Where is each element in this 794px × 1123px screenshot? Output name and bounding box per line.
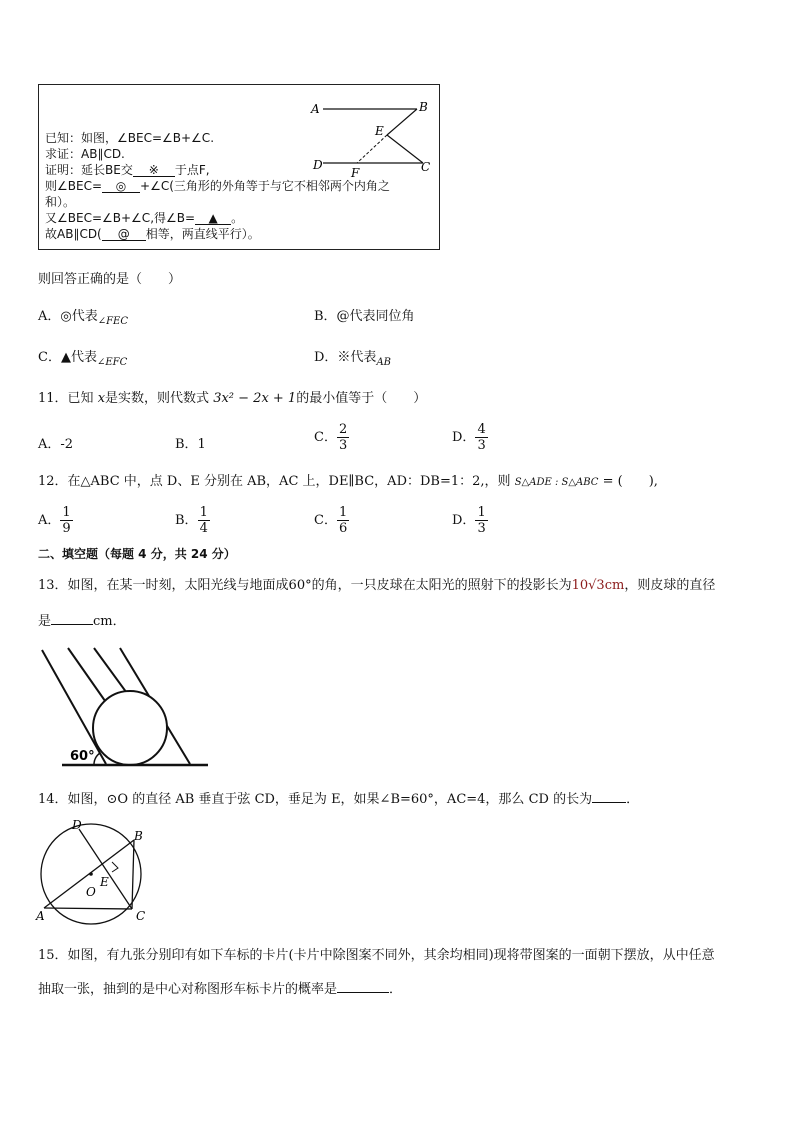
shadow-length: 10√3cm <box>571 578 625 593</box>
q10-prompt: 则回答正确的是（ ） <box>38 272 182 287</box>
parallel-lines-figure <box>299 93 439 179</box>
section-heading: 二、填空题（每题 4 分，共 24 分） <box>38 547 236 561</box>
q10-option-a[interactable]: A．◎代表$_{\angle FEC}$ <box>38 309 129 327</box>
proof-step-2-cont: 和）。 <box>45 195 76 209</box>
q10-option-d[interactable]: D．※代表$_{AB}$ <box>314 350 392 368</box>
q11-option-d[interactable]: D． $\frac{4}{3}$ <box>452 422 486 453</box>
blank-at: @ <box>102 228 146 241</box>
fraction: $\frac{1}{9}$ <box>62 505 71 536</box>
q12-stem: 12．在△ABC 中，点 D、E 分别在 AB，AC 上，DE∥BC，AD：DB=1：2,，则 S△ADE : S△ABC = ( ), <box>38 474 658 489</box>
q12-option-c[interactable]: C． $\frac{1}{6}$ <box>314 505 348 536</box>
q13-line-2: 是 cm． <box>38 614 126 629</box>
label-B: B <box>134 829 143 843</box>
angle-label: 60° <box>70 749 95 764</box>
q12-option-d[interactable]: D． $\frac{1}{3}$ <box>452 505 486 536</box>
label-C: C <box>136 909 146 923</box>
label-O: O <box>86 885 96 899</box>
fraction: $\frac{4}{3}$ <box>477 422 486 453</box>
proof-box <box>38 84 440 250</box>
label-A: A <box>36 909 45 923</box>
area-ratio: S△ADE : S△ABC <box>514 477 599 488</box>
label-C: C <box>421 160 431 174</box>
blank-triangle: ▲ <box>195 212 231 225</box>
prove-line: 求证：AB∥CD. <box>45 147 125 161</box>
fraction: $\frac{1}{4}$ <box>199 505 208 536</box>
fraction: $\frac{2}{3}$ <box>338 422 348 453</box>
proof-step-3: 又∠BEC=∠B+∠C,得∠B= ▲ 。 <box>45 211 244 225</box>
q11-option-a[interactable]: A．-2 <box>38 437 74 452</box>
q11-option-b[interactable]: B．1 <box>175 437 206 452</box>
label-E: E <box>375 124 384 138</box>
q11-stem: 11．已知 x是实数，则代数式 3x² − 2x + 1的最小值等于（ ） <box>38 391 427 406</box>
q12-option-b[interactable]: B． $\frac{1}{4}$ <box>175 505 208 536</box>
label-D: D <box>313 158 323 172</box>
blank-circle: ◎ <box>102 180 140 193</box>
label-B: B <box>419 100 428 114</box>
answer-blank[interactable] <box>592 802 626 803</box>
sunlight-ball-figure <box>38 636 218 770</box>
answer-blank[interactable] <box>51 624 93 625</box>
proof-step-1: 证明：延长BE交 ※ 于点F, <box>45 163 210 177</box>
blank-star: ※ <box>133 164 175 177</box>
proof-step-2: 则∠BEC= ◎ +∠C(三角形的外角等于与它不相邻两个内角之 <box>45 179 390 193</box>
q10-option-b[interactable]: B．@代表同位角 <box>314 309 415 324</box>
label-F: F <box>351 166 360 179</box>
q13-line-1: 13．如图，在某一时刻，太阳光线与地面成60°的角，一只皮球在太阳光的照射下的投影长为10√3cm，则皮球的直径 <box>38 578 716 593</box>
q15-line-2: 抽取一张，抽到的是中心对称图形车标卡片的概率是 ． <box>38 982 403 997</box>
q12-option-a[interactable]: A． $\frac{1}{9}$ <box>38 505 71 536</box>
answer-blank[interactable] <box>337 992 389 993</box>
q15-line-1: 15．如图，有九张分别印有如下车标的卡片(卡片中除图案不同外，其余均相同)现将带图案的一面朝下摆放，从中任意 <box>38 948 715 963</box>
q14-stem: 14．如图，⊙O 的直径 AB 垂直于弦 CD，垂足为 E，如果∠B=60°，AC=4，那么 CD 的长为 ． <box>38 792 640 807</box>
label-A: A <box>311 102 320 116</box>
given-line: 已知：如图，∠BEC=∠B+∠C. <box>45 131 215 145</box>
proof-conclusion: 故AB∥CD( @ 相等，两直线平行）。 <box>45 227 260 241</box>
q10-option-c[interactable]: C．▲代表$_{\angle EFC}$ <box>38 350 128 368</box>
label-D: D <box>72 818 82 832</box>
label-E: E <box>100 875 109 889</box>
q11-option-c[interactable]: C． $\frac{2}{3}$ <box>314 422 348 453</box>
circle-chord-figure <box>34 816 152 928</box>
fraction: $\frac{1}{6}$ <box>338 505 348 536</box>
fraction: $\frac{1}{3}$ <box>477 505 486 536</box>
q11-expression: 3x² − 2x + 1 <box>213 391 297 406</box>
